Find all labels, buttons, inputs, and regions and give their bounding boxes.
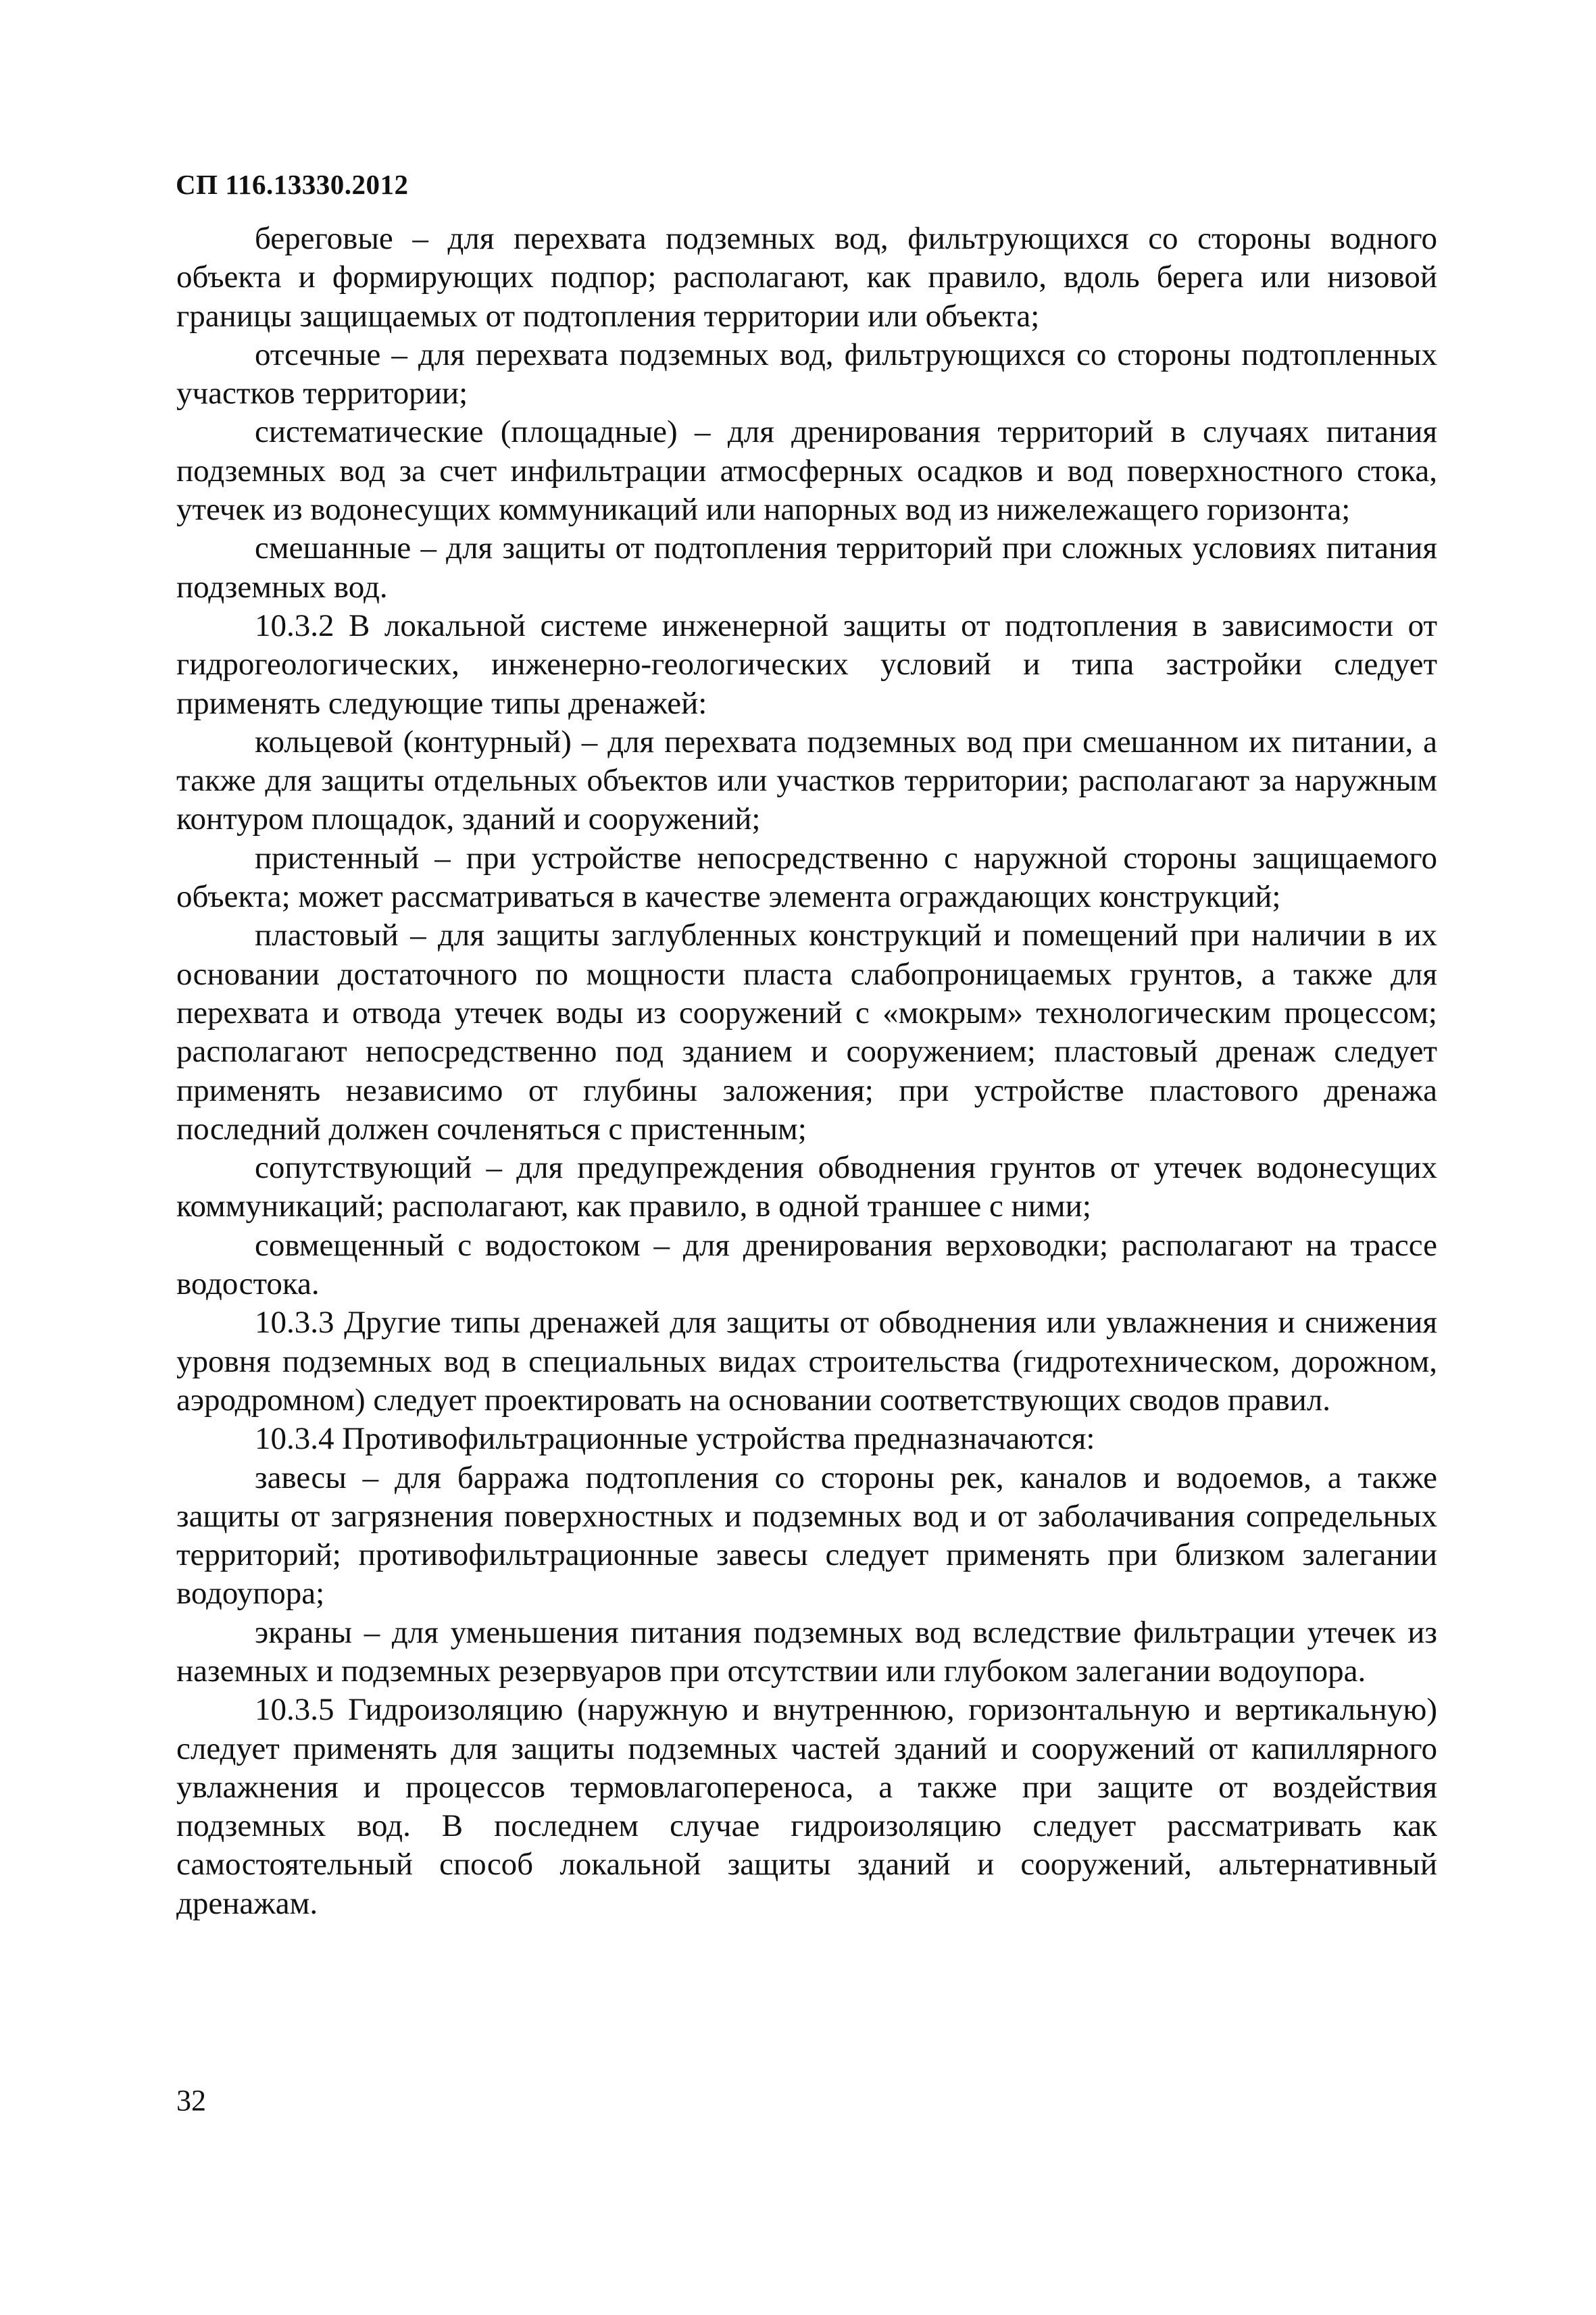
paragraph: 10.3.5 Гидроизоляцию (наружную и внутреннюю, горизонтальную и вертикальную) следует применять для защиты подземных частей зданий и сооружений от капиллярного увлажнения и процессов термовлагопереноса, а также при защите от воздействия подземных вод. В последнем случае гидроизоляцию следует рассматривать как самостоятельный способ локальной защиты зданий и сооружений, альтернативный дренажам. [176, 1692, 1437, 1921]
paragraph: 10.3.4 Противофильтрационные устройства предназначаются: [255, 1421, 1095, 1457]
paragraph: смешанные – для защиты от подтопления территорий при сложных условиях питания подземных вод. [176, 530, 1437, 605]
paragraph: завесы – для барража подтопления со стороны рек, каналов и водоемов, а также защиты от загрязнения поверхностных и подземных вод и от заболачивания сопредельных территорий; противофильтрационные завесы следует применять при близком залегании водоупора; [176, 1460, 1437, 1612]
paragraph: отсечные – для перехвата подземных вод, фильтрующихся со стороны подтопленных участков территории; [176, 337, 1437, 412]
paragraph: совмещенный с водостоком – для дренирования верховодки; располагают на трассе водостока. [176, 1227, 1437, 1302]
paragraph: сопутствующий – для предупреждения обводнения грунтов от утечек водонесущих коммуникаций; располагают, как правило, в одной траншее с ними; [176, 1150, 1437, 1224]
paragraph: 10.3.2 В локальной системе инженерной защиты от подтопления в зависимости от гидрогеологических, инженерно-геологических условий и типа застройки следует применять следующие типы дренажей: [176, 607, 1437, 721]
paragraph: пристенный – при устройстве непосредственно с наружной стороны защищаемого объекта; может рассматриваться в качестве элемента ограждающих конструкций; [176, 840, 1437, 915]
paragraph: экраны – для уменьшения питания подземных вод вследствие фильтрации утечек из наземных и подземных резервуаров при отсутствии или глубоком залегании водоупора. [176, 1614, 1437, 1689]
paragraph: пластовый – для защиты заглубленных конструкций и помещений при наличии в их основании достаточного по мощности пласта слабопроницаемых грунтов, а также для перехвата и отвода утечек воды из сооружений с «мокрым» технологическим процессом; располагают непосредственно под зданием и сооружением; пластовый дренаж следует применять независимо от глубины заложения; при устройстве пластового дренажа последний должен сочленяться с пристенным; [176, 918, 1437, 1147]
document-body [176, 220, 1437, 1923]
paragraph: систематические (площадные) – для дренирования территорий в случаях питания подземных вод за счет инфильтрации атмосферных осадков и вод поверхностного стока, утечек из водонесущих коммуникаций или напорных вод из нижележащего горизонта; [176, 414, 1437, 528]
paragraph: 10.3.3 Другие типы дренажей для защиты от обводнения или увлажнения и снижения уровня подземных вод в специальных видах строительства (гидротехническом, дорожном, аэродромном) следует проектировать на основании соответствующих сводов правил. [176, 1305, 1437, 1418]
document-code: СП 116.13330.2012 [176, 169, 409, 200]
paragraph: береговые – для перехвата подземных вод, фильтрующихся со стороны водного объекта и формирующих подпор; располагают, как правило, вдоль берега или низовой границы защищаемых от подтопления территории или объекта; [176, 221, 1437, 334]
paragraph: кольцевой (контурный) – для перехвата подземных вод при смешанном их питании, а также для защиты отдельных объектов или участков территории; располагают за наружным контуром площадок, зданий и сооружений; [176, 724, 1437, 837]
page-number: 32 [176, 2084, 206, 2117]
